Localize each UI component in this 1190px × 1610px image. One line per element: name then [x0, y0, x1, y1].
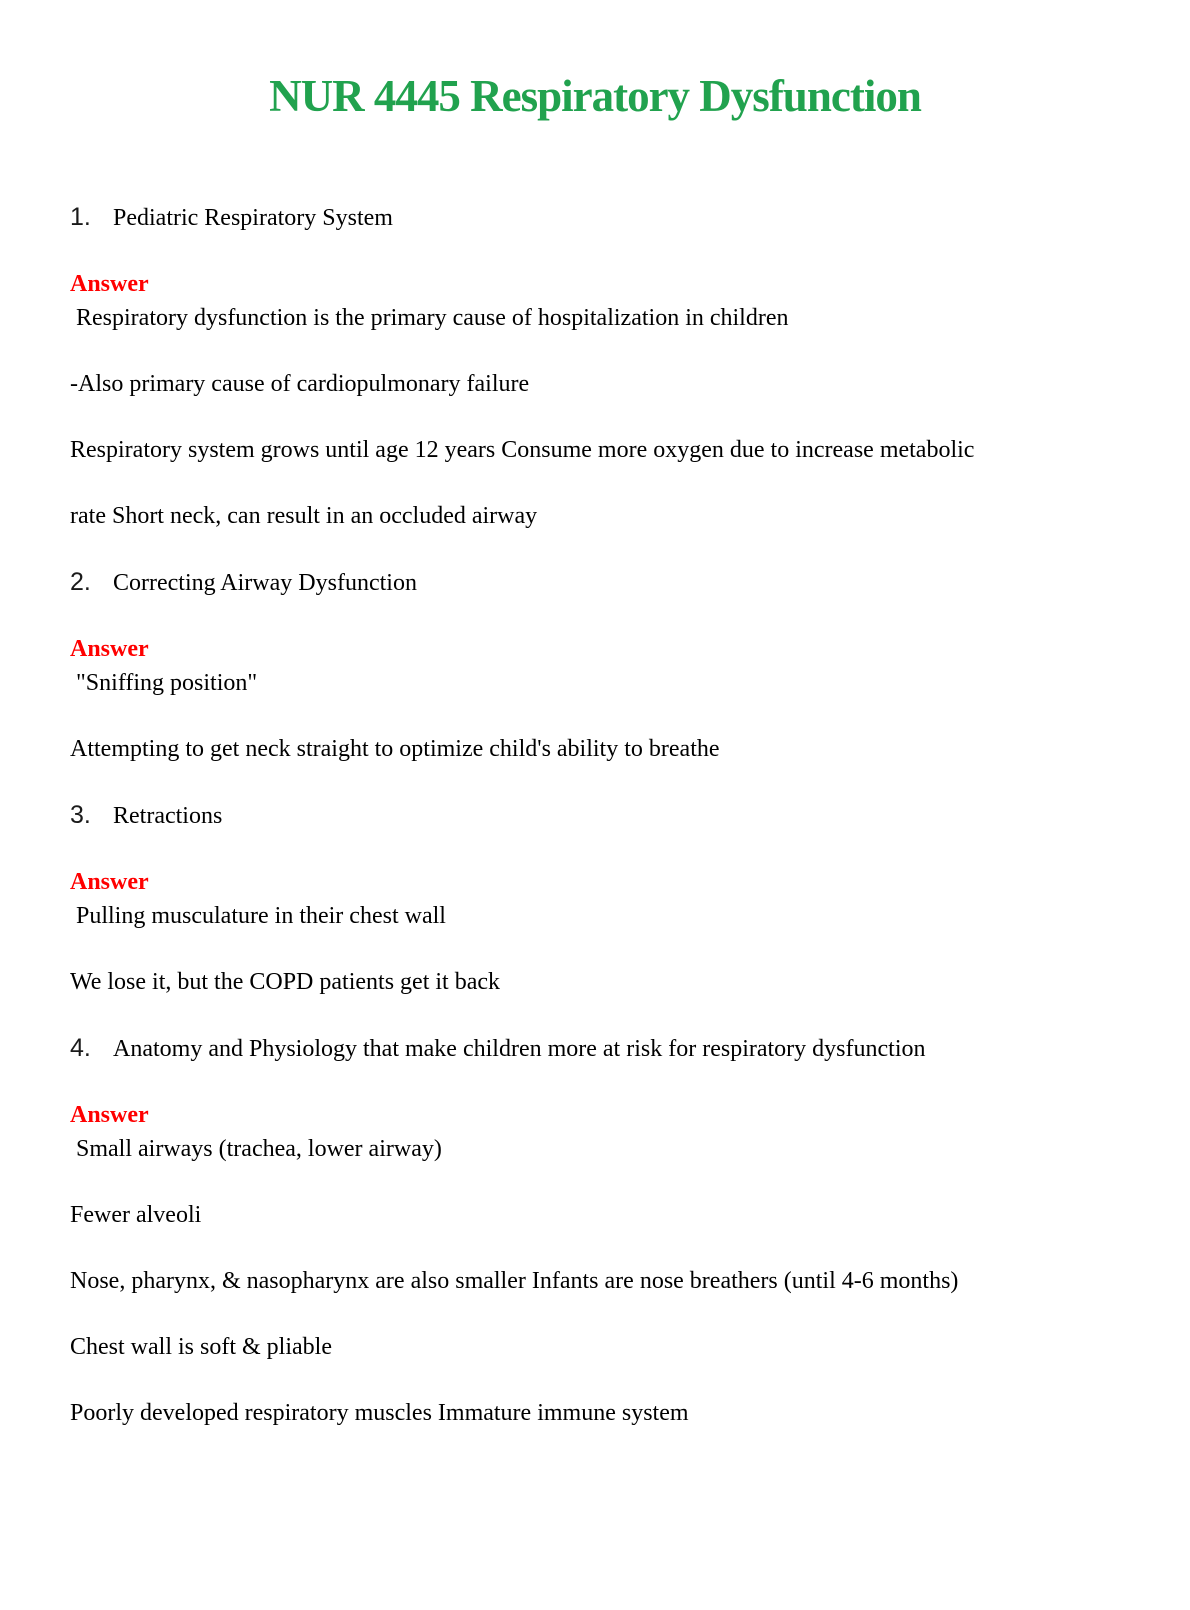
answer-line: Respiratory system grows until age 12 years Consume more oxygen due to increase metabolic: [70, 437, 975, 463]
question-text: Retractions: [113, 803, 223, 829]
answer-label: Answer: [70, 636, 149, 662]
answer-line: rate Short neck, can result in an occluded airway: [70, 503, 538, 529]
answer-line: Nose, pharynx, & nasopharynx are also smaller Infants are nose breathers (until 4-6 months): [70, 1268, 959, 1294]
answer-body: [70, 1134, 1120, 1428]
qa-card: [70, 1033, 1120, 1428]
answer-label: Answer: [70, 869, 149, 895]
qa-card: [70, 567, 1120, 764]
qa-list: [70, 202, 1120, 1428]
qa-card: [70, 202, 1120, 531]
question-text: Anatomy and Physiology that make children more at risk for respiratory dysfunction: [113, 1036, 926, 1062]
question-number: 2.: [70, 568, 91, 596]
question: [70, 202, 1120, 233]
question-text: Correcting Airway Dysfunction: [113, 570, 417, 596]
qa-card: [70, 800, 1120, 997]
question-number: 3.: [70, 801, 91, 829]
document-body: [0, 70, 1190, 1610]
answer-line: We lose it, but the COPD patients get it back: [70, 969, 500, 995]
answer-body: [70, 303, 1120, 531]
answer-line: Fewer alveoli: [70, 1202, 202, 1228]
question-number: 1.: [70, 203, 91, 231]
answer-line: Attempting to get neck straight to optimize child's ability to breathe: [70, 736, 720, 762]
question: [70, 1033, 1120, 1064]
answer-line: Respiratory dysfunction is the primary cause of hospitalization in children: [70, 305, 789, 331]
question-number: 4.: [70, 1034, 91, 1062]
answer-line: Poorly developed respiratory muscles Immature immune system: [70, 1400, 689, 1426]
question-text: Pediatric Respiratory System: [113, 205, 393, 231]
page-title: NUR 4445 Respiratory Dysfunction: [269, 71, 921, 121]
answer-label: Answer: [70, 1102, 149, 1128]
answer-body: [70, 901, 1120, 997]
question: [70, 800, 1120, 831]
question: [70, 567, 1120, 598]
answer-line: Pulling musculature in their chest wall: [70, 903, 446, 929]
answer-line: Chest wall is soft & pliable: [70, 1334, 332, 1360]
document-page: [0, 70, 1190, 1428]
answer-line: -Also primary cause of cardiopulmonary failure: [70, 371, 530, 397]
answer-label: Answer: [70, 271, 149, 297]
answer-body: [70, 668, 1120, 764]
answer-line: Small airways (trachea, lower airway): [70, 1136, 442, 1162]
answer-line: "Sniffing position": [70, 670, 258, 696]
